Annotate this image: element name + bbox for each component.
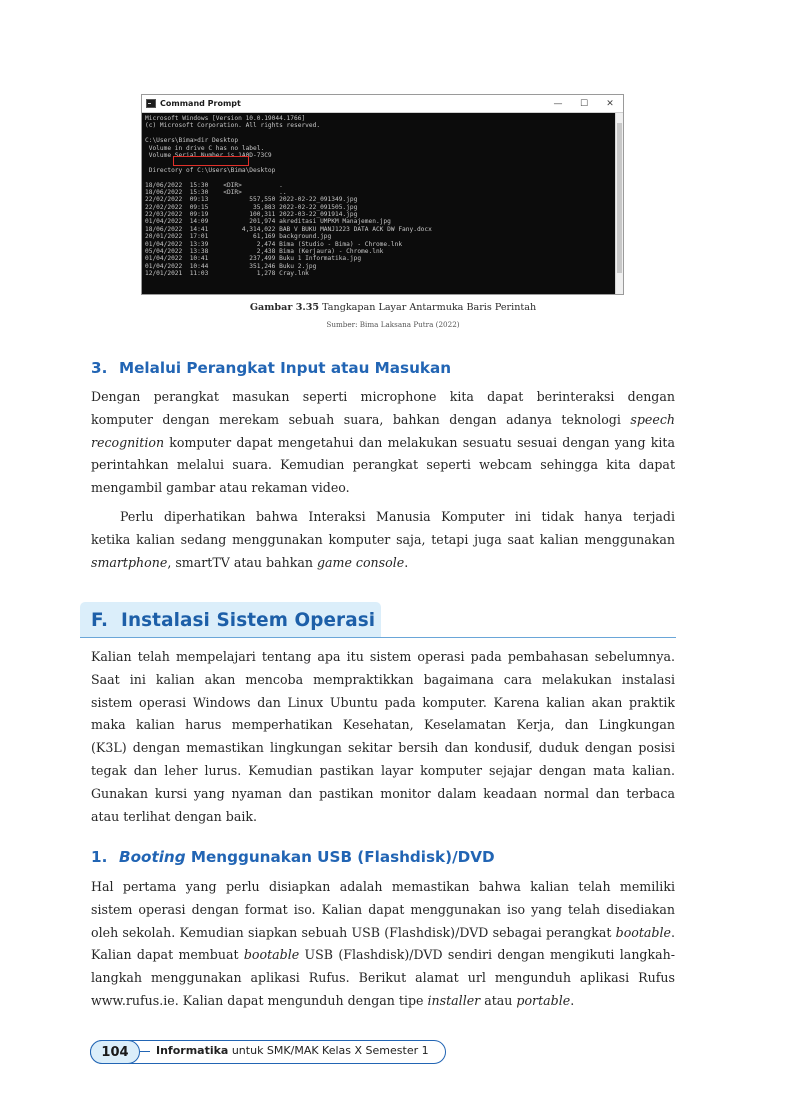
console-line: 12/01/2021 11:03 1,278 Cray.lnk bbox=[145, 270, 309, 278]
paragraph-line: Gunakan kursi yang nyaman dan pastikan monitor dalam keadaan normal dan terbaca bbox=[91, 785, 675, 801]
paragraph-line: atau terlihat dengan baik. bbox=[91, 808, 258, 824]
console-line: 22/02/2022 09:15 35,883 2022-02-22_091505.jpg bbox=[145, 203, 358, 211]
paragraph-os-installation bbox=[91, 646, 675, 828]
paragraph-line: mengambil gambar atau rekaman video. bbox=[91, 480, 350, 496]
section-heading-rule bbox=[80, 637, 676, 638]
section-heading-f bbox=[80, 602, 676, 638]
paragraph-input-devices bbox=[91, 386, 675, 500]
paragraph-line: Kalian dapat membuat bootable USB (Flashdisk)/DVD sendiri dengan mengikuti langkah- bbox=[91, 947, 675, 963]
maximize-icon: ☐ bbox=[579, 98, 589, 109]
console-line: (c) Microsoft Corporation. All rights reserved. bbox=[145, 122, 321, 130]
cmd-scrollbar bbox=[615, 113, 623, 295]
console-line: 01/04/2022 13:39 2,474 Bima (Studio - Bima) - Chrome.lnk bbox=[145, 240, 403, 248]
console-line: 22/03/2022 09:19 100,311 2022-03-22_091914.jpg bbox=[145, 211, 358, 219]
subheading-booting bbox=[91, 848, 495, 866]
paragraph-line: www.rufus.ie. Kalian dapat mengunduh dengan tipe installer atau portable. bbox=[91, 992, 575, 1008]
figure-label: Gambar 3.35 bbox=[249, 302, 320, 313]
console-line: Volume in drive C has no label. bbox=[145, 144, 265, 152]
cmd-window-title: Command Prompt bbox=[160, 99, 241, 108]
paragraph-line: Dengan perangkat masukan seperti microphone kita dapat berinteraksi dengan bbox=[91, 389, 675, 404]
paragraph-line: sistem operasi Windows dan Linux Ubuntu pada komputer. Karena kalian akan praktik bbox=[91, 694, 675, 710]
console-line: Directory of C:\Users\Bima\Desktop bbox=[145, 166, 276, 174]
cmd-console-output bbox=[142, 113, 623, 295]
subheading-number: 3. bbox=[91, 359, 108, 377]
footer-connector bbox=[140, 1051, 150, 1052]
cmd-titlebar bbox=[142, 95, 623, 113]
paragraph-line: komputer dengan merekam sebuah suara, bahkan dengan adanya teknologi speech bbox=[91, 411, 675, 427]
subheading-emphasis: Booting bbox=[119, 848, 186, 866]
console-line: 22/02/2022 09:13 557,550 2022-02-22_091349.jpg bbox=[145, 196, 358, 204]
terminal-icon bbox=[146, 99, 156, 108]
console-line: Microsoft Windows [Version 10.0.19044.1766] bbox=[145, 115, 306, 122]
subheading-title: Menggunakan USB (Flashdisk)/DVD bbox=[185, 848, 495, 866]
close-icon: ✕ bbox=[606, 98, 614, 109]
paragraph-booting bbox=[91, 876, 675, 1013]
console-line: 18/06/2022 15:30 <DIR> . bbox=[145, 181, 283, 189]
cmd-scroll-thumb bbox=[617, 123, 622, 273]
paragraph-line: ketika kalian sedang menggunakan komputer saja, tetapi juga saat kalian menggunakan bbox=[91, 531, 675, 547]
paragraph-line: Kalian telah mempelajari tentang apa itu sistem operasi pada pembahasan sebelumnya. bbox=[91, 649, 675, 664]
section-letter: F. bbox=[91, 610, 109, 631]
console-line bbox=[145, 174, 609, 181]
console-line: 05/04/2022 13:38 2,438 Bima (Kerjaura) - Chrome.lnk bbox=[145, 248, 384, 256]
console-line: 18/06/2022 14:41 4,314,022 BAB V BUKU MANJ1223 DATA ACK DW Fany.docx bbox=[145, 225, 432, 233]
paragraph-line: recognition komputer dapat mengetahui dan melakukan sesuatu sesuai dengan yang kita bbox=[91, 434, 675, 450]
paragraph-line: oleh sekolah. Kemudian siapkan sebuah USB (Flashdisk)/DVD sebagai perangkat bootable. bbox=[91, 924, 675, 940]
paragraph-line: smartphone, smartTV atau bahkan game console. bbox=[91, 554, 409, 570]
section-heading-label bbox=[91, 610, 375, 631]
console-line: C:\Users\Bima>dir Desktop bbox=[145, 137, 239, 145]
paragraph-line: langkah menggunakan aplikasi Rufus. Berikut alamat url mengunduh aplikasi Rufus bbox=[91, 970, 675, 986]
section-title: Instalasi Sistem Operasi bbox=[121, 610, 376, 631]
command-prompt-screenshot bbox=[141, 94, 624, 295]
subheading-title: Melalui Perangkat Input atau Masukan bbox=[119, 359, 452, 377]
paragraph-line: maka kalian harus memperhatikan Kesehatan, Keselamatan Kerja, dan Lingkungan bbox=[91, 717, 675, 733]
command-highlight-box bbox=[173, 156, 249, 166]
console-line: 20/01/2022 17:01 61,169 background.jpg bbox=[145, 233, 332, 241]
cmd-window-controls bbox=[545, 95, 623, 113]
paragraph-line: Hal pertama yang perlu disiapkan adalah memastikan bahwa kalian telah memiliki bbox=[91, 879, 675, 894]
console-line: 01/04/2022 14:09 201,974 akreditasi UMPKM Manajemen.jpg bbox=[145, 218, 391, 226]
subheading-input-devices bbox=[91, 359, 451, 377]
figure-caption-text: Tangkapan Layar Antarmuka Baris Perintah bbox=[319, 302, 537, 313]
figure-source: Sumber: Bima Laksana Putra (2022) bbox=[326, 320, 460, 329]
console-line bbox=[145, 130, 609, 137]
console-line: 01/04/2022 10:41 237,499 Buku 1 Informatika.jpg bbox=[145, 255, 362, 263]
paragraph-line: perintahkan melalui suara. Kemudian perangkat seperti webcam sehingga kita dapat bbox=[91, 457, 675, 473]
console-line: 18/06/2022 15:30 <DIR> .. bbox=[145, 188, 287, 196]
page-footer bbox=[90, 1040, 446, 1064]
figure-caption bbox=[0, 302, 786, 313]
paragraph-line: Saat ini kalian akan mencoba mempraktikkan bagaimana cara melakukan instalasi bbox=[91, 671, 675, 687]
subheading-number: 1. bbox=[91, 848, 108, 866]
paragraph-hci-note bbox=[91, 506, 675, 574]
book-title: Informatika untuk SMK/MAK Kelas X Semester 1 bbox=[156, 1044, 429, 1057]
paragraph-line: Perlu diperhatikan bahwa Interaksi Manusia Komputer ini tidak hanya terjadi bbox=[120, 509, 675, 524]
console-line: Volume Serial Number is 1A0D-73C9 bbox=[145, 151, 272, 159]
paragraph-line: (K3L) dengan memastikan lingkungan sekitar bersih dan kondusif, duduk dengan posisi bbox=[91, 740, 675, 756]
paragraph-line: tegak dan leher lurus. Kemudian pastikan layar komputer sejajar dengan mata kalian. bbox=[91, 762, 675, 778]
paragraph-line: sistem operasi dengan format iso. Kalian dapat menggunakan iso yang telah disediakan bbox=[91, 901, 675, 917]
page-number: 104 bbox=[90, 1040, 140, 1064]
minimize-icon: — bbox=[553, 98, 563, 109]
console-line: 01/04/2022 10:44 351,246 Buku 2.jpg bbox=[145, 262, 317, 270]
